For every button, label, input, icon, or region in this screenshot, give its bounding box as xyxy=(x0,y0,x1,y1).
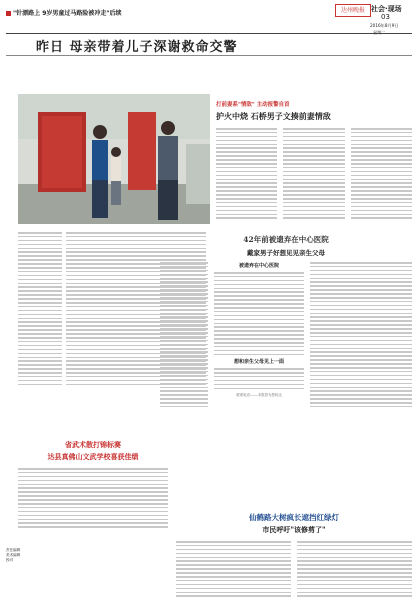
main-headline: 昨日 母亲带着儿子深谢救命交警 xyxy=(36,40,238,55)
newspaper-masthead: 达州晚报 xyxy=(335,4,371,17)
lead-photo xyxy=(18,94,210,224)
story2-kicker: 打前妻系"情敌" 主动报警自首 xyxy=(216,102,290,108)
square-bullet-icon xyxy=(6,11,11,16)
story3-block xyxy=(160,234,412,434)
lead-summary-column xyxy=(18,232,62,432)
story5-block xyxy=(176,512,412,608)
story3-contact: 联系电话:——本报将为您转达 xyxy=(236,392,282,397)
credit-designer: 美术编辑 xyxy=(6,553,21,557)
credit-block xyxy=(6,548,54,598)
credit-editor: 责任编辑 xyxy=(6,548,21,552)
issue-date: 2016年8月9日 xyxy=(370,23,399,28)
story4-subtitle: 达县真佛山文武学校喜获佳绩 xyxy=(47,452,139,461)
story2-title: 护火中烧 石桥男子文揍前妻情敌 xyxy=(216,111,331,121)
story3-title: 42年前被遗弃在中心医院 xyxy=(243,235,329,244)
story5-title: 仙鹤路大树疯长遮挡红绿灯 xyxy=(249,513,339,522)
header-rule xyxy=(6,33,412,34)
page-header xyxy=(0,0,418,28)
section-name: 社会·现场 xyxy=(371,5,402,13)
story5-subtitle: 市民呼吁"该修剪了" xyxy=(262,525,326,534)
credit-proofreader: 校对 xyxy=(6,558,14,562)
story3-box-title-2: 想和亲生父母见上一面 xyxy=(233,359,284,366)
story3-subtitle: 戴家男子好想见见亲生父母 xyxy=(247,249,325,257)
headline-rule xyxy=(6,55,412,56)
lead-kicker: "针漂路上 9岁男童过马路险被冲走"后续 xyxy=(6,8,122,17)
story4-title: 省武术散打锦标赛 xyxy=(65,440,121,449)
page-number: 03 xyxy=(381,13,390,21)
story2-block xyxy=(216,100,412,230)
story3-box-title: 被遗弃在中心医院 xyxy=(238,263,279,269)
story4-block xyxy=(18,440,168,540)
